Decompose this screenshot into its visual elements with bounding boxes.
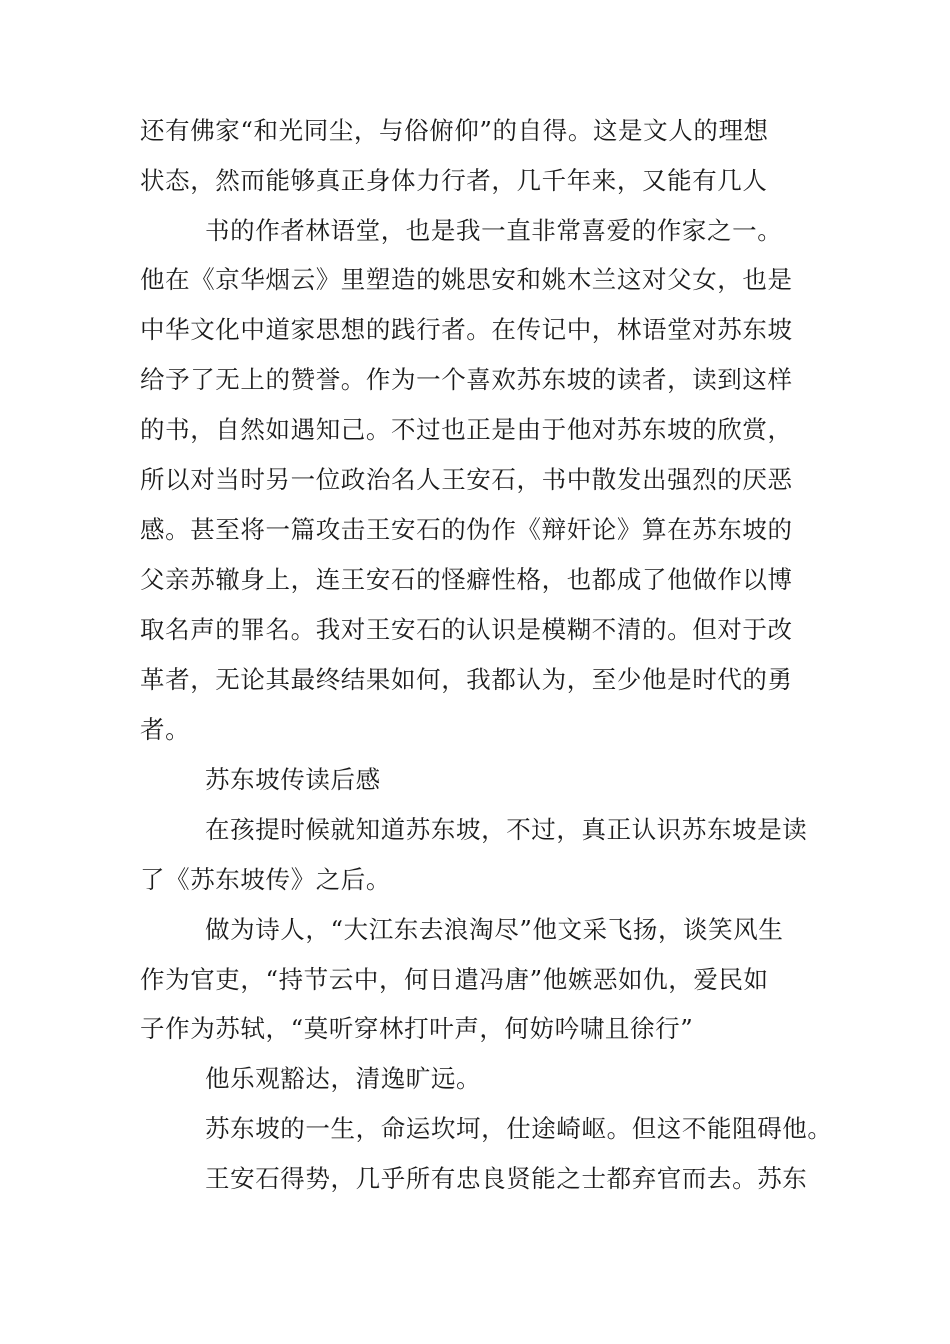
text-line-8: 所以对当时另一位政治名人王安石，书中散发出强烈的厌恶 [140,465,793,494]
text-line-6: 给予了无上的赞誉。作为一个喜欢苏东坡的读者，读到这样 [140,365,793,394]
text-line-22: 王安石得势，几乎所有忠良贤能之士都弃官而去。苏东 [205,1164,808,1193]
section-heading: 苏东坡传读后感 [205,765,381,794]
text-line-13: 者。 [140,715,191,744]
text-line-12: 革者，无论其最终结果如何，我都认为，至少他是时代的勇 [140,665,793,694]
text-line-10: 父亲苏辙身上，连王安石的怪癖性格，也都成了他做作以博 [140,565,793,594]
text-line-9: 感。甚至将一篇攻击王安石的伪作《辩奸论》算在苏东坡的 [140,515,793,544]
text-line-17: 做为诗人，“大江东去浪淘尽”他文采飞扬，谈笑风生 [205,915,784,944]
text-line-21: 苏东坡的一生，命运坎坷，仕途崎岖。但这不能阻碍他。 [205,1114,833,1143]
text-line-2: 状态，然而能够真正身体力行者，几千年来，又能有几人 [140,166,768,195]
text-line-7: 的书，自然如遇知己。不过也正是由于他对苏东坡的欣赏， [140,415,793,444]
text-line-5: 中华文化中道家思想的践行者。在传记中，林语堂对苏东坡 [140,315,793,344]
text-line-1: 还有佛家“和光同尘，与俗俯仰”的自得。这是文人的理想 [140,116,769,145]
text-line-19: 子作为苏轼，“莫听穿林打叶声，何妨吟啸且徐行” [140,1014,694,1043]
text-line-11: 取名声的罪名。我对王安石的认识是模糊不清的。但对于改 [140,615,793,644]
text-line-3: 书的作者林语堂，也是我一直非常喜爱的作家之一。 [205,216,783,245]
text-line-15: 在孩提时候就知道苏东坡，不过，真正认识苏东坡是读 [205,815,808,844]
text-line-18: 作为官吏，“持节云中，何日遣冯唐”他嫉恶如仇，爱民如 [140,965,769,994]
text-line-16: 了《苏东坡传》之后。 [140,865,391,894]
text-line-4: 他在《京华烟云》里塑造的姚思安和姚木兰这对父女，也是 [140,265,793,294]
text-line-20: 他乐观豁达，清逸旷远。 [205,1064,482,1093]
